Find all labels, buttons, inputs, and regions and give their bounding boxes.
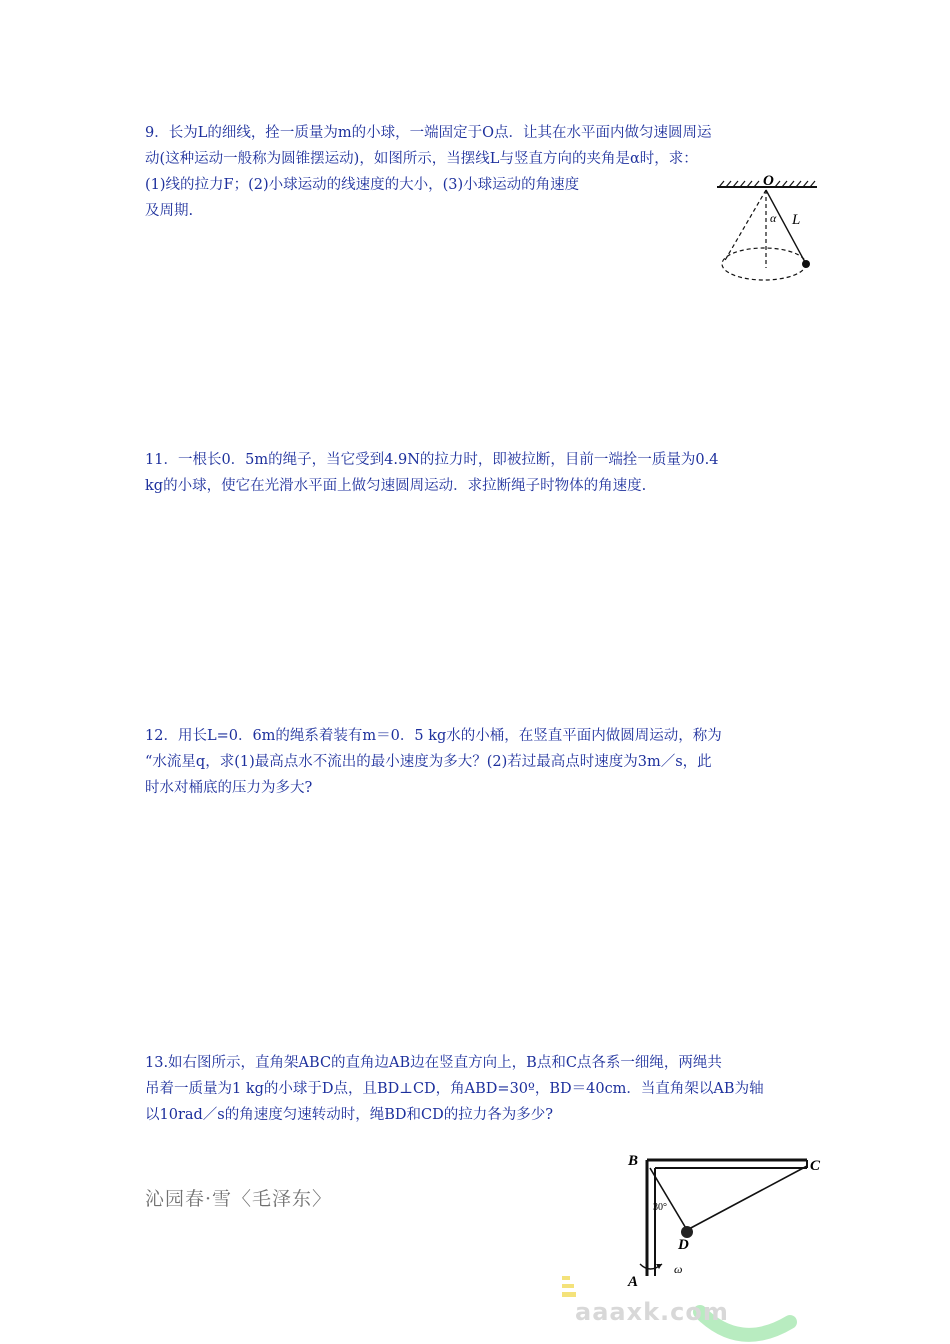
label-a: A [628,1274,639,1290]
question-13-line-3: 以10rad／s的角速度匀速转动时，绳BD和CD的拉力各为多少? [145,1107,554,1123]
poem-title: 沁园春·雪〈毛泽东〉 [145,1188,333,1210]
question-12-line-3: 时水对桶底的压力为多大? [145,780,313,796]
conical-pendulum-figure [712,172,822,287]
question-11-line-2: kg的小球，使它在光滑水平面上做匀速圆周运动．求拉断绳子时物体的角速度. [145,478,647,494]
label-angle: 30° [653,1202,667,1213]
question-11 [145,447,815,499]
label-o: O [763,173,774,189]
question-9-line-2: 动(这种运动一般称为圆锥摆运动)，如图所示，当摆线L与竖直方向的夹角是α时，求： [145,151,698,167]
question-12-line-1: 12．用长L=0．6m的绳系着装有m＝0．5 kg水的小桶，在竖直平面内做圆周运动，称为 [145,728,722,744]
question-9-line-3: (1)线的拉力F；(2)小球运动的线速度的大小，(3)小球运动的角速度 [145,177,580,193]
label-b: B [628,1153,639,1169]
label-c: C [810,1158,821,1174]
watermark-text: aaaxk.com [575,1298,729,1326]
label-omega: ω [674,1262,683,1276]
question-9-line-1: 9．长为L的细线，拴一质量为m的小球，一端固定于O点．让其在水平面内做匀速圆周运 [145,125,712,141]
question-12-line-2: “水流星q，求(1)最高点水不流出的最小速度为多大？(2)若过最高点时速度为3m／s，此 [145,754,712,770]
question-11-line-1: 11．一根长0．5m的绳子，当它受到4.9N的拉力时，即被拉断，目前一端拴一质量为0.4 [145,452,719,468]
label-alpha: α [770,211,777,225]
question-13 [145,1050,815,1128]
question-12 [145,723,815,801]
question-9-line-4: 及周期. [145,203,194,219]
label-l: L [792,212,801,228]
question-13-line-2: 吊着一质量为1 kg的小球于D点，且BD⊥CD，角ABD=30º，BD＝40cm．当直角架以AB为轴 [145,1081,764,1097]
question-13-line-1: 13.如右图所示，直角架ABC的直角边AB边在竖直方向上，B点和C点各系一细绳，两绳共 [145,1055,722,1071]
label-d: D [678,1237,689,1253]
